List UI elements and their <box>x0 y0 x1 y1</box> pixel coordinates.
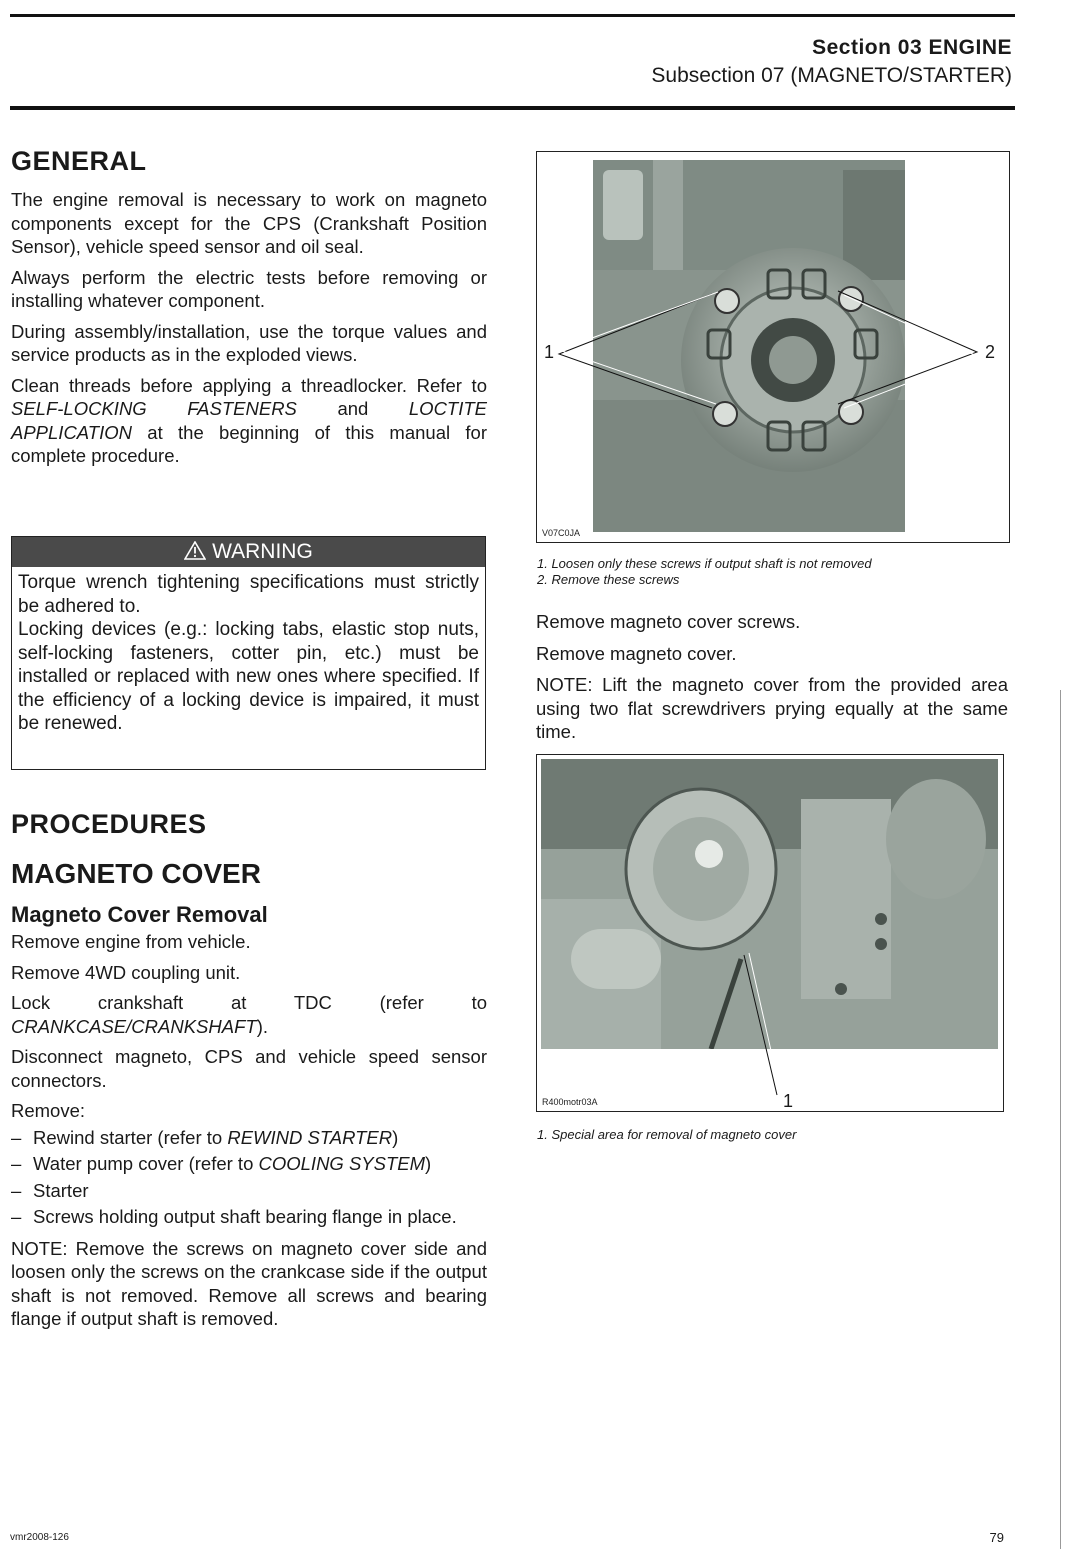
general-paragraph-3: During assembly/installation, use the torque values and service products as in the exploded views. <box>11 320 487 365</box>
general-paragraph-2: Always perform the electric tests before removing or installing whatever component. <box>11 266 487 311</box>
figure-1-code: V07C0JA <box>542 528 581 538</box>
warning-paragraph-1: Torque wrench tightening specifications must strictly be adhered to. <box>18 572 479 617</box>
top-rule <box>10 14 1015 17</box>
general-heading: GENERAL <box>11 146 147 176</box>
note-label: NOTE: <box>536 674 593 695</box>
callout-line-2 <box>537 755 1003 1111</box>
step-disconnect: Disconnect magneto, CPS and vehicle speed sensor connectors. <box>11 1046 487 1091</box>
note-label: NOTE: <box>11 1237 68 1259</box>
figure-2-frame <box>536 754 1004 1112</box>
reference-cooling-system: COOLING SYSTEM <box>258 1153 426 1174</box>
figure-2-caption-1: 1. Special area for removal of magneto cover <box>537 1127 797 1142</box>
warning-header <box>12 537 485 567</box>
reference-self-locking: SELF-LOCKING FASTENERS <box>11 398 297 419</box>
list-item: – Screws holding output shaft bearing flange in place. <box>11 1205 487 1229</box>
general-paragraph-1: The engine removal is necessary to work on magneto components except for the CPS (Crankshaft Position Sensor), vehicle speed sensor and oil seal. <box>11 189 487 257</box>
magneto-cover-removal-heading: Magneto Cover Removal <box>11 902 268 927</box>
step-remove-screws: Remove magneto cover screws. <box>536 611 801 632</box>
procedures-note: NOTE: Remove the screws on magneto cover side and loosen only the screws on the crankcase side if the output shaft is not removed. Remove all screws and bearing flange if output shaft is removed. <box>11 1237 487 1329</box>
figure-2-code: R400motr03A <box>542 1097 598 1107</box>
procedures-heading: PROCEDURES <box>11 809 207 839</box>
step-remove-engine: Remove engine from vehicle. <box>11 931 251 952</box>
step-remove-4wd: Remove 4WD coupling unit. <box>11 961 241 983</box>
step-remove-cover: Remove magneto cover. <box>536 642 737 664</box>
procedures-section <box>11 809 487 1331</box>
right-column-text <box>536 610 1008 744</box>
footer-code: vmr2008-126 <box>10 1532 69 1543</box>
general-paragraph-4: Clean threads before applying a threadlocker. Refer to SELF-LOCKING FASTENERS and LOCTITE APPLICATION at the beginning of this manual for complete procedure. <box>11 374 488 466</box>
figure-1-caption-2: 2. Remove these screws <box>537 572 680 587</box>
warning-box <box>11 536 486 770</box>
section-title: Section 03 ENGINE <box>812 36 1012 59</box>
right-note: NOTE: Lift the magneto cover from the provided area using two flat screwdrivers prying equally at the same time. <box>536 674 1008 742</box>
header-rule <box>10 106 1015 110</box>
magneto-cover-heading: MAGNETO COVER <box>11 858 261 889</box>
list-item: – Starter <box>11 1179 487 1203</box>
step-remove-label: Remove: <box>11 1100 86 1121</box>
margin-line <box>1060 690 1061 1549</box>
general-section <box>11 146 487 468</box>
page-number: 79 <box>989 1530 1004 1545</box>
reference-rewind-starter: REWIND STARTER <box>227 1126 393 1148</box>
callout-lines <box>537 152 1009 542</box>
callout-1: 1 <box>544 342 555 362</box>
removal-list <box>11 1126 487 1229</box>
warning-label: WARNING <box>212 540 313 563</box>
callout-2: 2 <box>985 342 996 362</box>
figure-1-frame <box>536 151 1010 543</box>
list-item: – Rewind starter (refer to REWIND STARTER) <box>11 1126 487 1150</box>
warning-triangle-icon <box>184 541 206 560</box>
reference-crankcase: CRANKCASE/CRANKSHAFT <box>11 1015 257 1037</box>
reference-loctite: LOCTITE APPLICATION <box>11 398 488 443</box>
step-lock-crankshaft: Lock crankshaft at TDC (refer to CRANKCASE/CRANKSHAFT). <box>11 992 487 1037</box>
list-item: – Water pump cover (refer to COOLING SYSTEM) <box>11 1152 487 1176</box>
subsection-title: Subsection 07 (MAGNETO/STARTER) <box>651 64 1012 87</box>
callout-1: 1 <box>783 1091 794 1111</box>
warning-paragraph-2: Locking devices (e.g.: locking tabs, elastic stop nuts, self-locking fasteners, cotter pin, etc.) must be installed or replaced with new ones where specified. If the efficiency of a locking device is impaired, it must be renewed. <box>18 619 479 734</box>
figure-1-caption-1: 1. Loosen only these screws if output shaft is not removed <box>537 556 872 571</box>
